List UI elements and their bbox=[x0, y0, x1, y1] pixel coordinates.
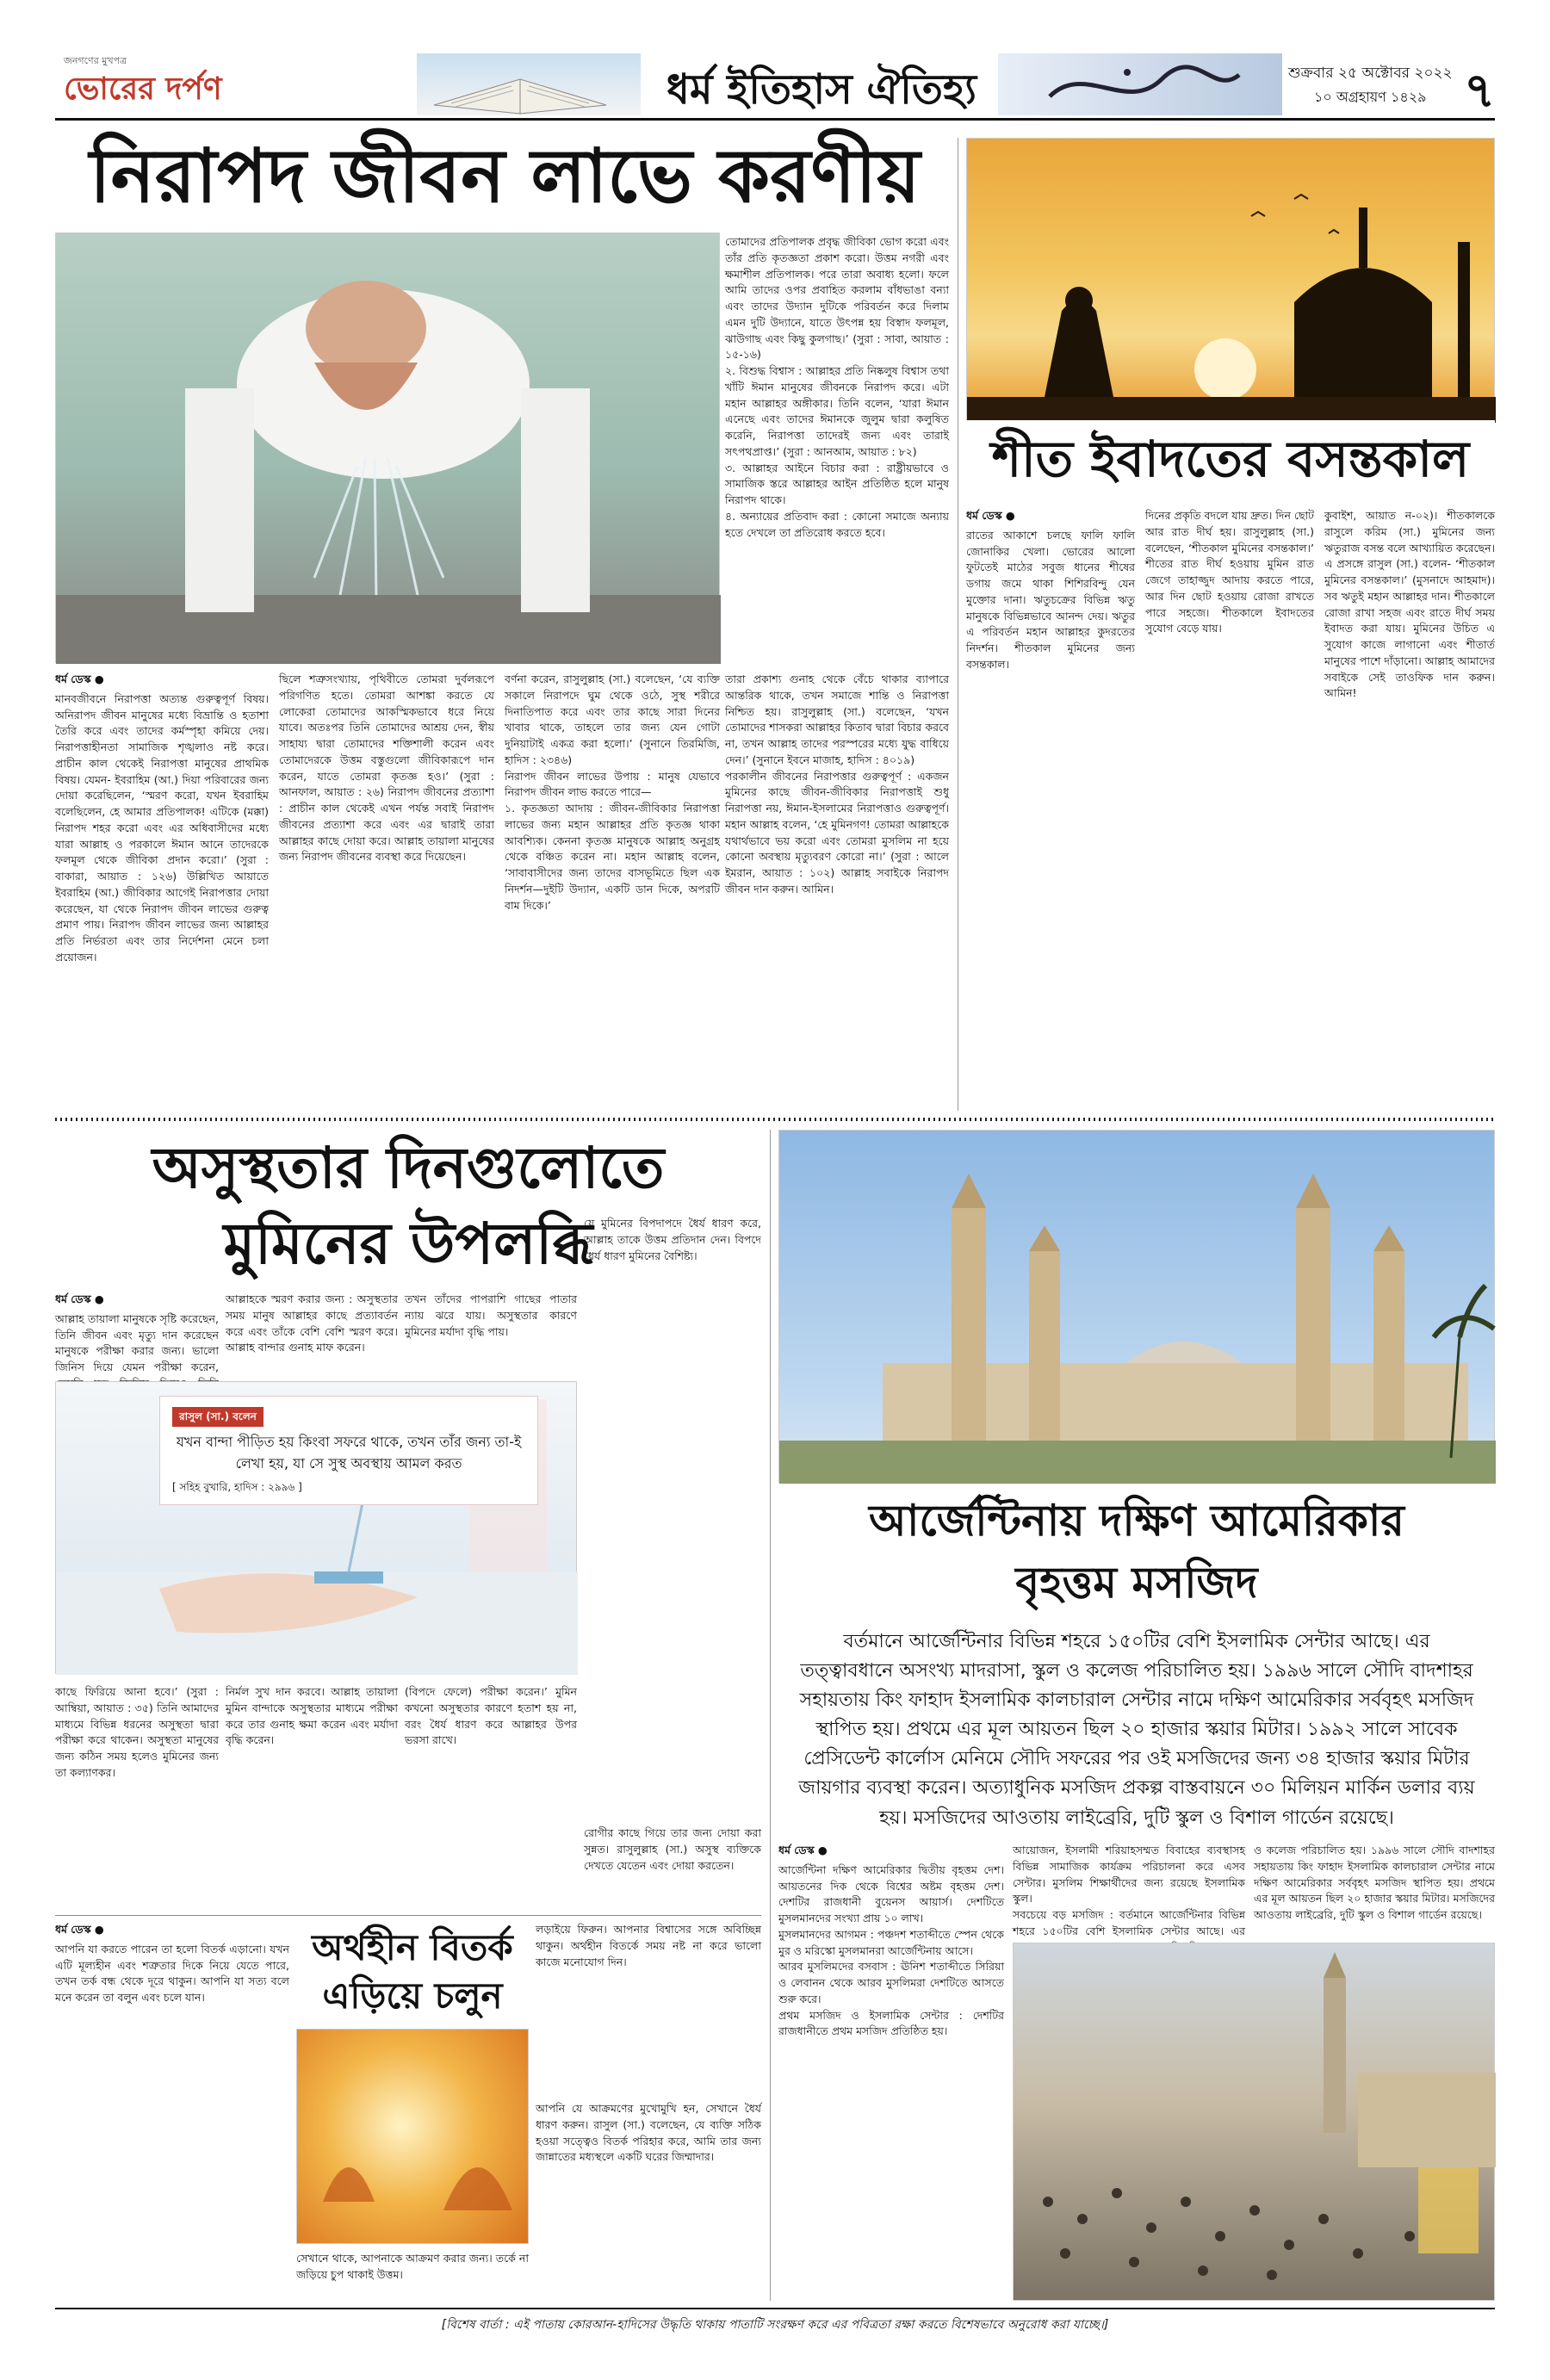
divider-horizontal-left-bottom bbox=[55, 1915, 761, 1916]
article3-lower-col1 bbox=[55, 1684, 219, 1908]
quran-banner-image bbox=[417, 53, 641, 115]
article1-col5 bbox=[725, 672, 949, 1111]
article2-col3-text: কুবাইশ, আয়াত ন-০২)। শীতকালকে রাসুলে করিম (সা.) মুমিনের জন্য ঋতুরাজ বসন্ত বলে আখ্যায়িত করেছেন। এ প্রসঙ্গে রাসুল (সা.) বলেন- ‘শীতকাল মুমিনের বসন্তকাল।’ (মুসনাদে আহমাদ)। সব ঋতুই মহান আল্লাহর দান। শীতকালে রোজা রাখা সহজ এবং রাতে দীর্ঘ সময় ইবাদত করা যায়। মুমিনের উচিত এ সুযোগ কাজে লাগানো এবং শীতার্ত মানুষের পাশে দাঁড়ানো। আল্লাহ আমাদের সবাইকে সেই তাওফিক দান করুন। আমিন! bbox=[1324, 509, 1495, 700]
article1-headline: নিরাপদ জীবন লাভে করণীয় bbox=[90, 133, 921, 220]
article3-lower-col3-text: (বিপদে ফেলে) পরীক্ষা করেন।’ মুমিন কখনো অসুস্থতার কারণে হতাশ হয় না, বরং ধৈর্য ধারণ করে আল্লাহর উপর ভরসা রাখে। bbox=[405, 1685, 577, 1747]
article5-headline-line1: আর্জেন্টিনায় দক্ষিণ আমেরিকার bbox=[869, 1495, 1404, 1546]
article1-col1 bbox=[55, 672, 269, 1111]
article3-lower-col2-text: নির্মল সুখ দান করবে। আল্লাহ তায়ালা মুমিন বান্দাকে অসুস্থতার মাধ্যমে পরীক্ষা করে তার গুনাহ ক্ষমা করেন এবং মর্যাদা বৃদ্ধি করেন। bbox=[226, 1685, 398, 1747]
article3-col4 bbox=[584, 1216, 761, 1819]
article5-col1 bbox=[778, 1843, 1004, 2301]
article3-lower-col4 bbox=[584, 1825, 761, 1908]
article3-col1 bbox=[55, 1292, 219, 1378]
divider-vertical-bottom bbox=[770, 1130, 771, 2301]
article3-col3 bbox=[405, 1292, 577, 1378]
article2-col1-text: রাতের আকাশে চলছে ফালি ফালি জোনাকির খেলা। ভোরের আলো ফুটতেই মাঠের সবুজ ধানের শীষের ডগায় জমে থাকা শিশিরবিন্দু যেন মুক্তোর দানা। ঋতুচক্রের বিভিন্ন ঋতু মানুষকে বিভিন্নভাবে আনন্দ দেয়। ঋতুর এ পরিবর্তন মহান আল্লাহর কুদরতের নিদর্শন। শীতকাল মুমিনের জন্য বসন্তকাল। bbox=[966, 528, 1135, 671]
article4-col3 bbox=[296, 2251, 529, 2303]
calligraphy-icon bbox=[998, 53, 1282, 115]
article4-col3-text: সেখানে থাকে, আপনাকে আক্রমণ করার জন্য। তর্কে না জড়িয়ে চুপ থাকাই উত্তম। bbox=[296, 2252, 529, 2281]
hadith-quote-tag bbox=[172, 1405, 525, 1427]
article3-lower-col3 bbox=[405, 1684, 577, 1908]
article2-byline: ধর্ম ডেস্ক ● bbox=[966, 509, 1015, 522]
crowd-mosque-courtyard-illustration bbox=[1014, 1943, 1496, 2302]
date-line-2: ১০ অগ্রহায়ণ ১৪২৯ bbox=[1314, 89, 1427, 105]
article3-headline-line1: অসুস্থতার দিনগুলোতে bbox=[152, 1134, 665, 1201]
article5-headline-line2: বৃহত্তম মসজিদ bbox=[1015, 1557, 1258, 1608]
section-title: ধর্ম ইতিহাস ঐতিহ্য bbox=[666, 65, 976, 114]
article5-intro bbox=[778, 1624, 1495, 1836]
date-line-1: শুক্রবার ২৫ অক্টোবর ২০২২ bbox=[1288, 65, 1453, 82]
article1-col2-text: ছিলে শত্রুসংখ্যায়, পৃথিবীতে তোমরা দুর্বলরূপে পরিগণিত হতে। তোমরা আশঙ্কা করতে যে লোকেরা তোমাদের আকস্মিকভাবে ধরে নিয়ে যাবে। অতঃপর তিনি তোমাদের আশ্রয় দেন, স্বীয় সাহায্য দ্বারা তোমাদের শক্তিশালী করেন এবং তোমাদেরকে উত্তম বস্তুগুলো জীবিকারূপে দান করেন, যাতে তোমরা কৃতজ্ঞ হও।’ (সুরা : আনফাল, আয়াত : ২৬) নিরাপদ জীবনের প্রত্যাশা : প্রাচীন কাল থেকেই এখন পর্যন্ত সবাই নিরাপদ জীবনের প্রত্যাশা করে এবং এর দ্বারাই তারা আল্লাহর কাছে দোয়া করে। আল্লাহ তায়ালা মানুষের জন্য নিরাপদ জীবনের ব্যবস্থা করে দিয়েছেন। bbox=[279, 672, 494, 864]
article1-col2 bbox=[279, 672, 494, 1111]
article1-col4-text: বর্ণনা করেন, রাসুলুল্লাহ (সা.) বলেছেন, ‘যে ব্যক্তি সকালে নিরাপদে ঘুম থেকে ওঠে, সুস্থ শরীরে দিনাতিপাত করে এবং তার কাছে সারা দিনের খাবার থাকে, তাহলে তার জন্য যেন গোটা দুনিয়াটাই একত্র করা হলো।’ (সুনানে তিরমিজি, হাদিস : ২৩৪৬) নিরাপদ জীবন লাভের উপায় : মানুষ যেভাবে নিরাপদ জীবন লাভ করতে পারে— ১. কৃতজ্ঞতা আদায় : জীবন-জীবিকার নিরাপত্তা লাভের জন্য মহান আল্লাহর প্রতি কৃতজ্ঞ থাকা আবশ্যিক। কেননা কৃতজ্ঞ মানুষকে আল্লাহ অনুগ্রহ থেকে বঞ্চিত করেন না। মহান আল্লাহ বলেন, ‘সাবাবাসীদের জন্য তাদের বাসভূমিতে ছিল এক নিদর্শন—দুইটি উদ্যান, একটি ডান দিকে, অপরটি বাম দিকে।’ bbox=[505, 672, 720, 912]
hadith-quote-box bbox=[159, 1396, 538, 1505]
article5-col3 bbox=[1254, 1843, 1495, 1936]
open-book-icon bbox=[417, 53, 641, 115]
page-number: ৭ bbox=[1464, 62, 1496, 119]
article3-lower-col1-text: কাছে ফিরিয়ে আনা হবে।’ (সুরা : আম্বিয়া, আয়াত : ৩৫) তিনি আমাদের মাধ্যমে বিভিন্ন ধরনের অসুস্থতা দ্বারা পরীক্ষা করে থাকেন। অসুস্থতা মানুষের জন্য কঠিন সময় হলেও মুমিনের জন্য তা কল্যাণকর। bbox=[55, 1685, 219, 1779]
article4-col1 bbox=[55, 1922, 289, 2301]
article3-col3-text: তখন তাঁদের পাপরাশি গাছের পাতার ন্যায় ঝরে যায়। অসুস্থতার কারণে মুমিনের মর্যাদা বৃদ্ধি পায়। bbox=[405, 1292, 577, 1338]
article4-headline-line2: এড়িয়ে চলুন bbox=[322, 1974, 503, 2017]
article4-photo-abstract bbox=[296, 2029, 529, 2244]
article3-col4-text: যে মুমিনের বিপদাপদে ধৈর্য ধারণ করে, আল্লাহ তাকে উত্তম প্রতিদান দেন। বিপদে ধৈর্য ধারণ মুমিনের বৈশিষ্ট্য। bbox=[584, 1217, 761, 1262]
article3-col1-text: আল্লাহ তায়ালা মানুষকে সৃষ্টি করেছেন, তিনি জীবন এবং মৃত্যু দান করেছেন মানুষকে পরীক্ষা করার জন্য। ভালো জিনিস দিয়ে যেমন পরীক্ষা করেন, bbox=[55, 1311, 219, 1373]
article2-headline: শীত ইবাদতের বসন্তকাল bbox=[966, 420, 1495, 498]
masthead bbox=[55, 50, 1495, 121]
article1-col5-text: তারা প্রকাশ্য গুনাহ থেকে বেঁচে থাকার ব্যাপারে আন্তরিক থাকে, তখন সমাজে শান্তি ও নিরাপত্তা নিশ্চিত হয়। রাসুলুল্লাহ (সা.) বলেছেন, ‘যখন তোমাদের শাসকরা আল্লাহর কিতাব দ্বারা বিচার করবে না, তখন আল্লাহ তাদের পরস্পরের মধ্যে যুদ্ধ বাধিয়ে দেন।’ (সুনানে ইবনে মাজাহ, হাদিস : ৪০১৯) পরকালীন জীবনের নিরাপত্তার গুরুত্বপূর্ণ : একজন মুমিনের কাছে জীবন-জীবিকার নিরাপত্তাই শুধু নিরাপত্তা নয়, ঈমান-ইসলামের নিরাপত্তাও গুরুত্বপূর্ণ। মহান আল্লাহ বলেন, ‘হে মুমিনগণ! তোমরা আল্লাহকে যথার্থভাবে ভয় করো এবং তোমরা মুসলিম না হয়ে কোনো অবস্থায় মৃত্যুবরণ কোরো না।’ (সুরা : আলে ইমরান, আয়াত : ১০২) আল্লাহ সবাইকে নিরাপদ জীবন দান করুন। আমিন। bbox=[725, 672, 949, 896]
article3-byline: ধর্ম ডেস্ক ● bbox=[55, 1292, 104, 1305]
footer-rule bbox=[55, 2308, 1495, 2309]
article3-headline-line2: মুমিনের উপলব্ধি bbox=[223, 1210, 593, 1277]
article2-col1 bbox=[966, 508, 1135, 1111]
article4-headline-line1: অর্থহীন বিতর্ক bbox=[312, 1926, 513, 1968]
article1-col1-text: মানবজীবনে নিরাপত্তা অত্যন্ত গুরুত্বপূর্ণ বিষয়। অনিরাপদ জীবন মানুষের মধ্যে বিভ্রান্তি ও হতাশা তৈরি করে এবং তাদের কর্মস্পৃহা কমিয়ে দেয়। নিরাপত্তাহীনতা সামাজিক শৃঙ্খলাও নষ্ট করে। প্রাচীন কাল থেকেই নিরাপত্তা মানুষের প্রাথমিক বিষয়। যেমন- ইবরাহিম (আ.) দিয়া পরিবারের জন্য দোয়া করেছিলেন, ‘স্মরণ করো, যখন ইবরাহিম বলেছিলেন, হে আমার প্রতিপালক! এটিকে (মক্কা) নিরাপদ শহর করো এবং এর অধিবাসীদের মধ্যে যারা আল্লাহ ও পরকালে ঈমান আনে তাদেরকে ফলমূল থেকে জীবিকা প্রদান করো।’ (সুরা : বাকারা, আয়াত : ১২৬) উল্লিখিত আয়াতে ইবরাহিম (আ.) জীবিকার আগেই নিরাপত্তার দোয়া করেছেন, যা থেকে নিরাপদ জীবন লাভের গুরুত্ব প্রমাণ পায়। নিরাপদ জীবন লাভের জন্য আল্লাহর প্রতি নির্ভরতা এবং তার নির্দেশনা মেনে চলা প্রয়োজন। bbox=[55, 691, 269, 964]
paper-logo: ভোরের দর্পণ bbox=[64, 71, 222, 107]
article3-lower-col4-text: রোগীর কাছে গিয়ে তার জন্য দোয়া করা সুন্নত। রাসুলুল্লাহ (সা.) অসুস্থ ব্যক্তিকে দেখতে যেতেন এবং দোয়া করতেন। bbox=[584, 1826, 761, 1872]
article2-col2-text: দিনের প্রকৃতি বদলে যায় দ্রুত। দিন ছোট আর রাত দীর্ঘ হয়। রাসুলুল্লাহ (সা.) বলেছেন, ‘শীতকাল মুমিনের বসন্তকাল।’ শীতের রাত দীর্ঘ হওয়ায় মুমিন রাত জেগে তাহাজ্জুদ আদায় করতে পারে, আর দিন ছোট হওয়ায় রোজা রাখতে পারে সহজে। শীতকালে ইবাদতের সুযোগ বেড়ে যায়। bbox=[1145, 509, 1314, 635]
article5-byline: ধর্ম ডেস্ক ● bbox=[778, 1844, 828, 1856]
article4-col4 bbox=[536, 2101, 761, 2301]
article4-byline: ধর্ম ডেস্ক ● bbox=[55, 1923, 104, 1936]
article1-col4 bbox=[505, 672, 720, 1111]
article5-col2-text: আয়োজন, ইসলামী শরিয়াহসম্মত বিবাহের ব্যবস্থাসহ বিভিন্ন সামাজিক কার্যক্রম পরিচালনা করে এসব সেন্টার। মুসলিম শিক্ষার্থীদের জন্য রয়েছে ইসলামিক স্কুল। সবচেয়ে বড় মসজিদ : বর্তমানে আর্জেন্টিনার বিভিন্ন শহরে ১৫০টির বেশি ইসলামিক সেন্টার আছে। এর bbox=[1013, 1844, 1245, 1937]
hadith-quote-text: যখন বান্দা পীড়িত হয় কিংবা সফরে থাকে, তখন তাঁর জন্য তা-ই লেখা হয়, যা সে সুস্থ অবস্থায় আমল করত bbox=[176, 1433, 522, 1472]
calligraphy-banner bbox=[998, 53, 1282, 115]
article5-col3-text: ও কলেজ পরিচালিত হয়। ১৯৯৬ সালে সৌদি বাদশাহর সহায়তায় কিং ফাহাদ ইসলামিক কালচারাল সেন্টার নামে দক্ষিণ আমেরিকার সর্ববৃহৎ মসজিদ স্থাপিত হয়। প্রথমে এর মূল আয়তন ছিল ২০ হাজার স্কয়ার মিটার। মসজিদের আওতায় লাইব্রেরি, দুটি স্কুল ও বিশাল গার্ডেন রয়েছে। bbox=[1254, 1844, 1495, 1921]
article5-photo-crowd bbox=[1013, 1943, 1495, 2301]
divider-horizontal-middle bbox=[55, 1118, 1495, 1121]
article4-col2-text: লড়াইয়ে ফিরুন। আপনার বিশ্বাসের সঙ্গে অবিচ্ছিন্ন থাকুন। অর্থহীন বিতর্কে সময় নষ্ট না করে ভালো কাজে মনোযোগ দিন। bbox=[536, 1923, 761, 1968]
article1-byline: ধর্ম ডেস্ক ● bbox=[55, 672, 104, 685]
man-washing-face-illustration bbox=[56, 233, 721, 664]
article1-photo-face-wash bbox=[55, 232, 720, 663]
article5-col2 bbox=[1013, 1843, 1245, 1936]
article2-col3 bbox=[1324, 508, 1495, 1111]
hadith-quote-tag-label: রাসুল (সা.) বলেন bbox=[172, 1407, 264, 1427]
article4-col1-text: আপনি যা করতে পারেন তা হলো বিতর্ক এড়ানো। যখন এটি মূল্যহীন এবং শত্রুতার দিকে নিয়ে যেতে পারে, তখন তর্ক বন্ধ থেকে দূরে থাকুন। আপনি যা সত্য বলে মনে করেন তা বলুন এবং চলে যান। bbox=[55, 1942, 289, 2004]
sunset-mosque-illustration bbox=[967, 139, 1496, 423]
article5-col1-text: আর্জেন্টিনা দক্ষিণ আমেরিকার দ্বিতীয় বৃহত্তম দেশ। আয়তনের দিক থেকে বিশ্বের অষ্টম বৃহত্তম দেশ। দেশটির রাজধানী বুয়েনস আয়ার্স। দেশটিতে মুসলমানদের সংখ্যা প্রায় ১০ লাখ। মুসলমানদের আগমন : পঞ্চদশ শতাব্দীতে স্পেন থেকে মুর ও মরিস্কো মুসলমানরা আর্জেন্টিনায় আসে। আরব মুসলিমদের বসবাস : ঊনিশ শতাব্দীতে সিরিয়া ও লেবানন থেকে আরব মুসলিমরা দেশটিতে আসতে শুরু করে। প্রথম মসজিদ ও ইসলামিক সেন্টার : দেশটির রাজধানীতে প্রথম মসজিদ প্রতিষ্ঠিত হয়। bbox=[778, 1862, 1004, 2038]
footer-special-note: [বিশেষ বার্তা : এই পাতায় কোরআন-হাদিসের উদ্ধৃতি থাকায় পাতাটি সংরক্ষণ করে এর পবিত্রতা রক্ষা করতে বিশেষভাবে অনুরোধ করা যাচ্ছে।] bbox=[441, 2318, 1109, 2332]
article3-col2 bbox=[226, 1292, 398, 1378]
article2-col2 bbox=[1145, 508, 1314, 1111]
article3-col2-text: আল্লাহকে স্মরণ করার জন্য : অসুস্থতার সময় মানুষ আল্লাহর কাছে প্রত্যাবর্তন করে এবং তাঁকে বেশি বেশি স্মরণ করে। আল্লাহ বান্দার গুনাহ মাফ করেন। bbox=[226, 1292, 398, 1354]
article3-lower-col2 bbox=[226, 1684, 398, 1908]
abstract-figures-illustration bbox=[297, 2030, 530, 2245]
article5-intro-text: বর্তমানে আর্জেন্টিনার বিভিন্ন শহরে ১৫০টির বেশি ইসলামিক সেন্টার আছে। এর তত্ত্বাবধানে অসংখ্য মাদরাসা, স্কুল ও কলেজ পরিচালিত হয়। ১৯৯৬ সালে সৌদি বাদশাহর সহায়তায় কিং ফাহাদ ইসলামিক কালচারাল সেন্টার নামে দক্ষিণ আমেরিকার সর্ববৃহৎ মসজিদ স্থাপিত হয়। প্রথমে এর মূল আয়তন ছিল ২০ হাজার স্কয়ার মিটার। ১৯৯২ সালে সাবেক প্রেসিডেন্ট কার্লোস মেনিমে সৌদি সফরের পর ওই মসজিদের জন্য ৩৪ হাজার স্কয়ার মিটার জায়গার ব্যবস্থা করেন। অত্যাধুনিক মসজিদ প্রকল্প বাস্তবায়নে ৩০ মিলিয়ন মার্কিন ডলার ব্যয় হয়। মসজিদের আওতায় লাইব্রেরি, দুটি স্কুল ও বিশাল গার্ডেন রয়েছে। bbox=[798, 1631, 1475, 1829]
paper-tagline: জনগণের মুখপত্র bbox=[64, 55, 127, 66]
hadith-quote-source: [ সহিহ বুখারি, হাদিস : ২৯৯৬ ] bbox=[172, 1481, 302, 1494]
article5-photo-mosque bbox=[778, 1130, 1495, 1483]
article1-col3 bbox=[725, 234, 949, 661]
article4-col4-text: আপনি যে আক্রমণের মুখোমুখি হন, সেখানে ধৈর্য ধারণ করুন। রাসুল (সা.) বলেছেন, যে ব্যক্তি সঠিক হওয়া সত্ত্বেও বিতর্ক পরিহার করে, আমি তার জন্য জান্নাতের মধ্যস্থলে একটি ঘরের জিম্মাদার। bbox=[536, 2102, 761, 2164]
article2-photo-sunset-mosque bbox=[966, 138, 1495, 422]
article3-photo-hospital-hand bbox=[55, 1381, 577, 1674]
mosque-buildings-illustration bbox=[779, 1131, 1496, 1484]
article1-col3-text: তোমাদের প্রতিপালক প্রবৃদ্ধ জীবিকা ভোগ করো এবং তাঁর প্রতি কৃতজ্ঞতা প্রকাশ করো। উত্তম নগরী এবং ক্ষমাশীল প্রতিপালক। পরে তারা অবাধ্য হলো। ফলে আমি তাদের ওপর প্রবাহিত করলাম বাঁধভাঙা বন্যা এবং তাদের উদ্যান দুটিকে পরিবর্তন করে দিলাম এমন দুটি উদ্যানে, যাতে উৎপন্ন হয় বিস্বাদ ফলমূল, ঝাউগাছ এবং কিছু কুলগাছ।’ (সুরা : সাবা, আয়াত : ১৫-১৬) ২. বিশুদ্ধ বিশ্বাস : আল্লাহর প্রতি নিষ্কলুষ বিশ্বাস তথা খাঁটি ঈমান মানুষের জীবনকে নিরাপদ করে। এটা মহান আল্লাহর অঙ্গীকার। তিনি বলেন, ‘যারা ঈমান এনেছে এবং তাদের ঈমানকে জুলুম দ্বারা কলুষিত করেনি, নিরাপত্তা তাদেরই জন্য এবং তারাই সৎপথপ্রাপ্ত।’ (সুরা : আনআম, আয়াত : ৮২) ৩. আল্লাহর আইনে বিচার করা : রাষ্ট্রীয়ভাবে ও সামাজিক স্তরে আল্লাহর আইন প্রতিষ্ঠিত হলে মানুষ নিরাপদ থাকে। ৪. অন্যায়ের প্রতিবাদ করা : কোনো সমাজে অন্যায় হতে দেখলে তা প্রতিরোধ করতে হবে। bbox=[725, 235, 949, 539]
article4-col2 bbox=[536, 1922, 761, 2094]
